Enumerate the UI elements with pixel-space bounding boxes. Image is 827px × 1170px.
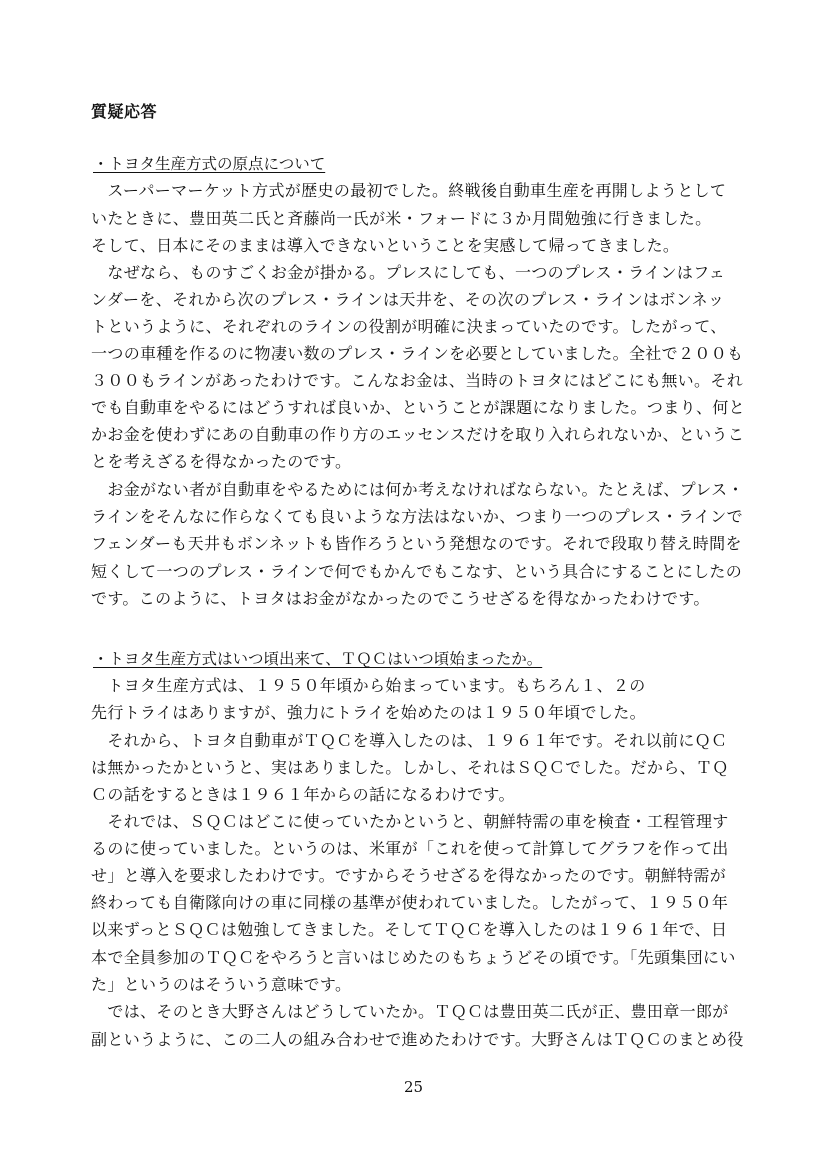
paragraph-line: ンダーを、それから次のプレス・ラインは天井を、その次のプレス・ラインはボンネッ <box>91 290 725 309</box>
paragraph-line: でも自動車をやるにはどうすれば良いか、ということが課題になりました。つまり、何と <box>91 398 746 417</box>
paragraph-line: トというように、それぞれのラインの役割が明確に決まっていたのです。したがって、 <box>91 317 727 336</box>
paragraph-line: 終わっても自衛隊向けの車に同様の基準が使われていました。したがって、１９５０年 <box>91 893 729 912</box>
paragraph-line: いたときに、豊田英二氏と斉藤尚一氏が米・フォードに３か月間勉強に行きました。 <box>91 209 712 228</box>
paragraph-line: それでは、ＳＱＣはどこに使っていたかというと、朝鮮特需の車を検査・工程管理す <box>91 812 729 831</box>
paragraph-line: せ」と導入を要求したわけです。ですからそうせざるを得なかったのです。朝鮮特需が <box>91 866 727 885</box>
paragraph-line: そして、日本にそのままは導入できないということを実感して帰ってきました。 <box>91 236 680 255</box>
paragraph-line: お金がない者が自動車をやるためには何か考えなければならない。たとえば、プレス・ <box>91 480 744 499</box>
paragraph-line: それから、トヨタ自動車がＴＱＣを導入したのは、１９６１年です。それ以前にＱＣ <box>91 731 728 750</box>
paragraph-line: は無かったかというと、実はありました。しかし、それはＳＱＣでした。だから、ＴＱ <box>91 758 729 777</box>
paragraph-line: 副というように、この二人の組み合わせで進めたわけです。大野さんはＴＱＣのまとめ役 <box>91 1030 744 1049</box>
paragraph-line: フェンダーも天井もボンネットも皆作ろうという発想なのです。それで段取り替え時間を <box>91 534 742 553</box>
paragraph-line: 本で全員参加のＴＱＣをやろうと言いはじめたのもちょうどその頃です。「先頭集団にい <box>91 948 736 967</box>
section-title-origin: ・トヨタ生産方式の原点について <box>93 155 326 173</box>
paragraph-line: 先行トライはありますが、強力にトライを始めたのは１９５０年頃でした。 <box>91 703 646 722</box>
paragraph-line: るのに使っていました。というのは、米軍が「これを使って計算してグラフを作って出 <box>91 839 729 858</box>
page-number: 25 <box>403 1078 424 1096</box>
paragraph-line: です。このように、トヨタはお金がなかったのでこうせざるを得なかったわけです。 <box>91 589 710 608</box>
paragraph-line: Ｃの話をするときは１９６１年からの話になるわけです。 <box>91 785 515 804</box>
paragraph-line: ラインをそんなに作らなくても良いような方法はないか、つまり一つのプレス・ラインで <box>91 507 743 526</box>
paragraph-line: ３００もラインがあったわけです。こんなお金は、当時のトヨタにはどこにも無い。それ <box>91 371 744 390</box>
paragraph-line: とを考えざるを得なかったのです。 <box>91 452 352 471</box>
paragraph-line: なぜなら、ものすごくお金が掛かる。プレスにしても、一つのプレス・ラインはフェ <box>91 263 726 282</box>
page-heading: 質疑応答 <box>91 102 158 121</box>
section-title-timeline: ・トヨタ生産方式はいつ頃出来て、ＴＱＣはいつ頃始まったか。 <box>93 650 543 668</box>
paragraph-line: トヨタ生産方式は、１９５０年頃から始まっています。もちろん１、２の <box>91 676 646 695</box>
paragraph-line: 一つの車種を作るのに物凄い数のプレス・ラインを必要としていました。全社で２００も <box>91 344 744 363</box>
paragraph-line: スーパーマーケット方式が歴史の最初でした。終戦後自動車生産を再開しようとして <box>91 181 727 200</box>
paragraph-line: 短くして一つのプレス・ラインで何でもかんでもこなす、という具合にすることにしたの <box>91 562 743 581</box>
paragraph-line: では、そのとき大野さんはどうしていたか。ＴＱＣは豊田英二氏が正、豊田章一郎が <box>91 1002 729 1021</box>
paragraph-line: かお金を使わずにあの自動車の作り方のエッセンスだけを取り入れられないか、というこ <box>91 425 745 444</box>
paragraph-line: た」というのはそういう意味です。 <box>91 975 352 994</box>
paragraph-line: 以来ずっとＳＱＣは勉強してきました。そしてＴＱＣを導入したのは１９６１年で、日 <box>91 920 728 939</box>
